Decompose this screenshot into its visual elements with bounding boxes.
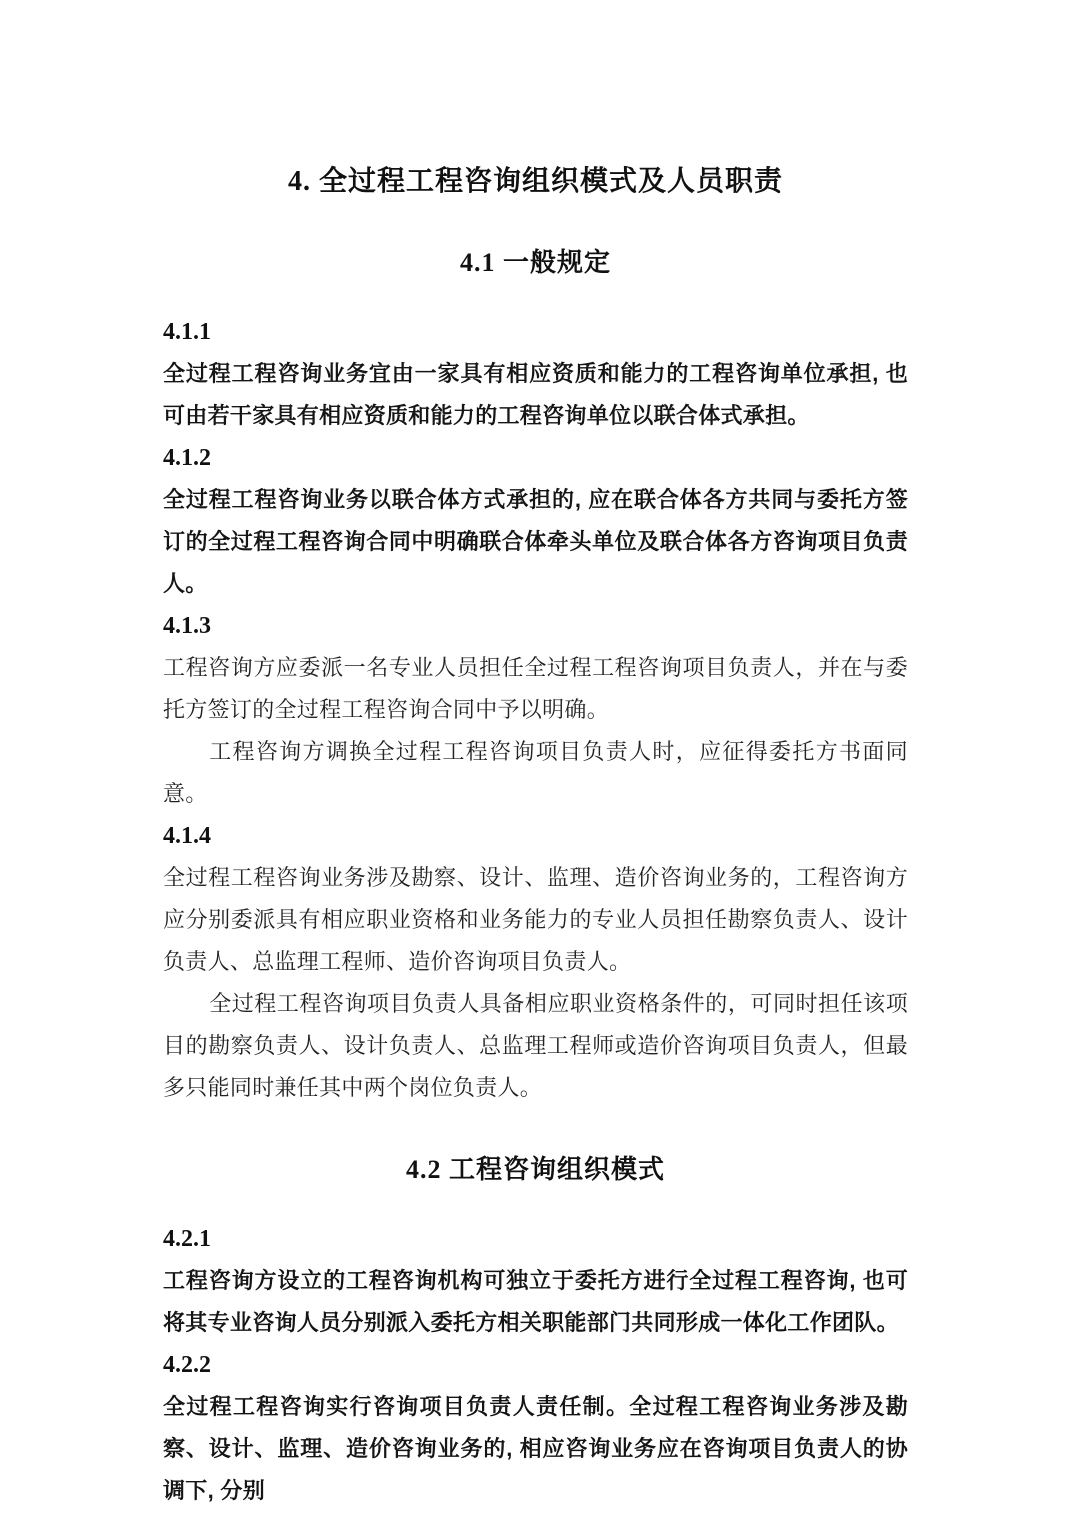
- clause-4-1-1: [163, 311, 908, 437]
- clause-4-1-3-paragraph-2: 工程咨询方调换全过程工程咨询项目负责人时，应征得委托方书面同意。: [163, 739, 908, 806]
- clause-4-2-2-paragraph: 全过程工程咨询实行咨询项目负责人责任制。全过程工程咨询业务涉及勘察、设计、监理、造价咨询业务的, 相应咨询业务应在咨询项目负责人的协调下, 分别: [163, 1394, 908, 1503]
- clause-4-1-3-number: 4.1.3: [163, 613, 211, 639]
- clause-4-1-2: [163, 437, 908, 605]
- clause-4-2-1-number: 4.2.1: [163, 1226, 211, 1252]
- clause-4-1-2-number: 4.1.2: [163, 445, 211, 471]
- clause-4-1-3-paragraph-1: 工程咨询方应委派一名专业人员担任全过程工程咨询项目负责人，并在与委托方签订的全过程工程咨询合同中予以明确。: [163, 655, 908, 722]
- clause-4-2-2-number: 4.2.2: [163, 1352, 211, 1378]
- clause-4-1-4-paragraph-1: 全过程工程咨询业务涉及勘察、设计、监理、造价咨询业务的，工程咨询方应分别委派具有相应职业资格和业务能力的专业人员担任勘察负责人、设计负责人、总监理工程师、造价咨询项目负责人。: [163, 865, 908, 974]
- clause-4-2-2: [163, 1344, 908, 1512]
- page-title: 4. 全过程工程咨询组织模式及人员职责: [287, 166, 783, 197]
- clause-4-1-3: [163, 605, 908, 815]
- clause-4-1-1-number: 4.1.1: [163, 319, 211, 345]
- clause-4-1-4: [163, 815, 908, 1109]
- section-4-1: [163, 243, 908, 1109]
- clause-4-1-1-paragraph: 全过程工程咨询业务宜由一家具有相应资质和能力的工程咨询单位承担, 也可由若干家具有相应资质和能力的工程咨询单位以联合体式承担。: [163, 361, 908, 428]
- clause-4-1-4-paragraph-2: 全过程工程咨询项目负责人具备相应职业资格条件的，可同时担任该项目的勘察负责人、设计负责人、总监理工程师或造价咨询项目负责人，但最多只能同时兼任其中两个岗位负责人。: [163, 991, 908, 1100]
- clause-4-2-1: [163, 1218, 908, 1344]
- clause-4-1-2-paragraph: 全过程工程咨询业务以联合体方式承担的, 应在联合体各方共同与委托方签订的全过程工程咨询合同中明确联合体牵头单位及联合体各方咨询项目负责人。: [163, 487, 908, 596]
- section-4-1-heading: 4.1 一般规定: [459, 248, 611, 277]
- section-4-2: [163, 1150, 908, 1512]
- clause-4-2-1-paragraph: 工程咨询方设立的工程咨询机构可独立于委托方进行全过程工程咨询, 也可将其专业咨询人员分别派入委托方相关职能部门共同形成一体化工作团队。: [163, 1268, 908, 1335]
- section-4-2-heading: 4.2 工程咨询组织模式: [405, 1155, 665, 1184]
- clause-4-1-4-number: 4.1.4: [163, 823, 211, 849]
